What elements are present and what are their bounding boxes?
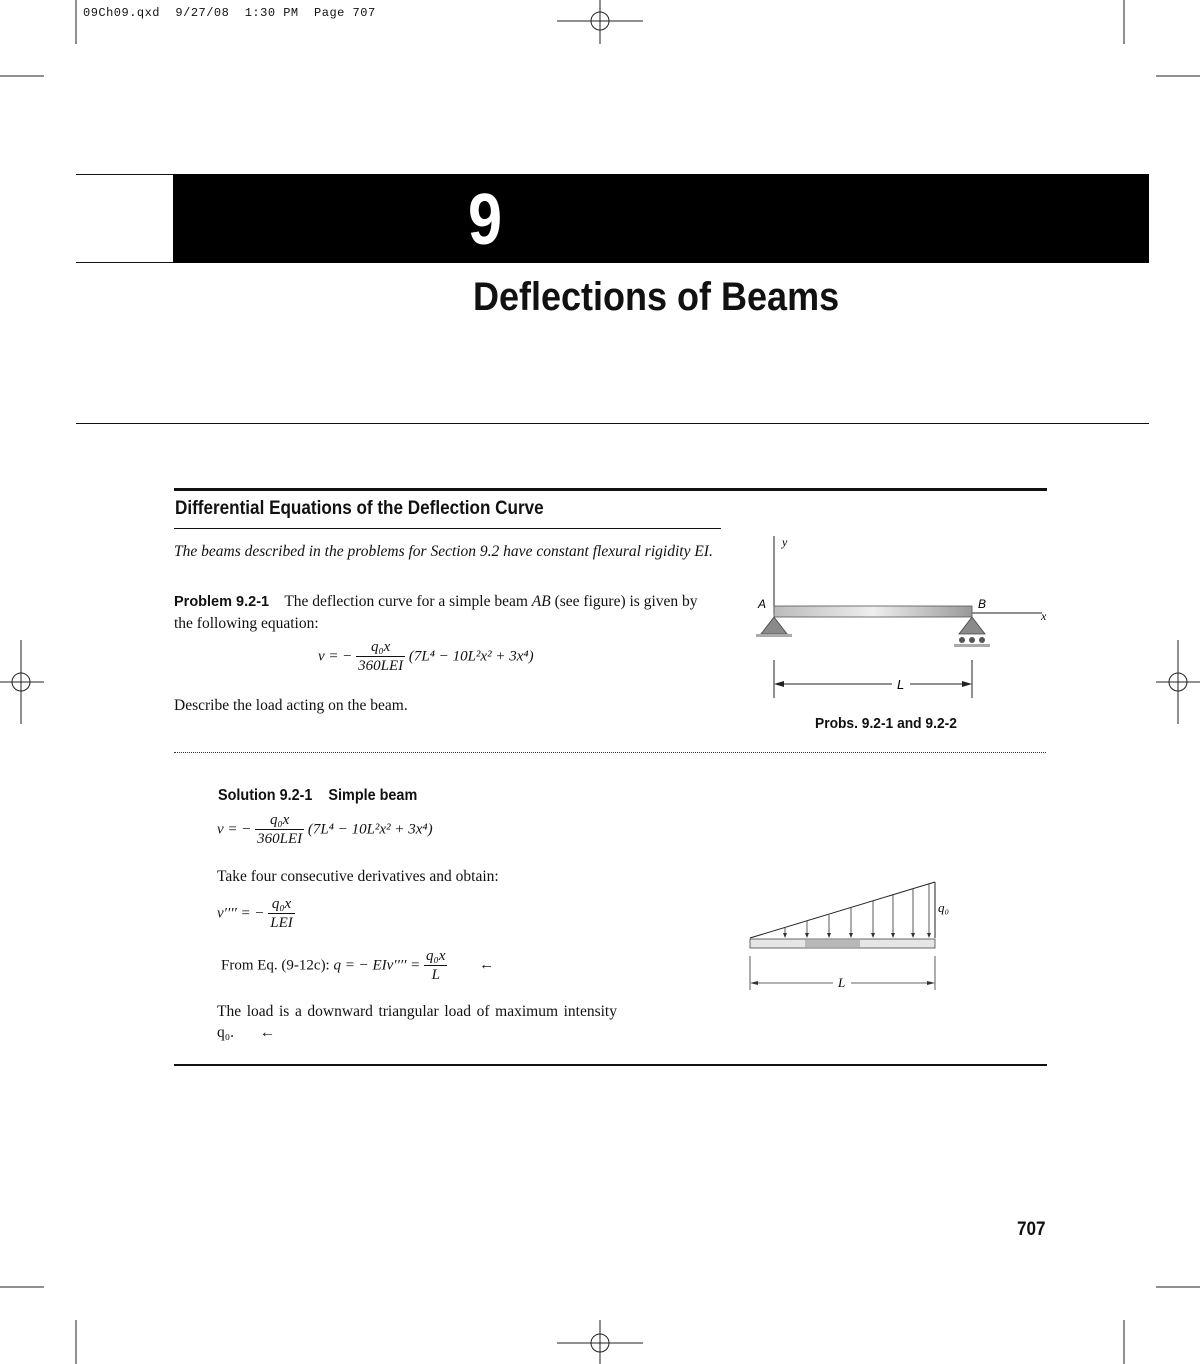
sol-eq3-numerator: q₀x (426, 948, 446, 964)
sol-dim-arrow-left (750, 981, 758, 985)
eq-numerator: q₀x (356, 639, 405, 657)
label-a: A (758, 597, 767, 611)
figure-caption: Probs. 9.2-1 and 9.2-2 (815, 715, 957, 732)
solution-title: Solution 9.2-1 Simple beam (218, 787, 418, 804)
sol-eq2-denominator: LEI (270, 915, 293, 931)
sol-eq3-mid: q = − EIv′′′′ = (333, 957, 425, 974)
section-bottom-rule (174, 1064, 1047, 1066)
eq-fraction (356, 639, 405, 675)
label-l: L (897, 677, 905, 692)
eq-lhs: v = − (318, 648, 353, 665)
ground-a (756, 634, 792, 637)
section-intro: The beams described in the problems for Section 9.2 have constant flexural rigidity EI. (174, 543, 713, 560)
roller-3 (979, 637, 985, 643)
solution-conclusion-arrow: ← (259, 1024, 276, 1041)
solution-eq2 (217, 896, 295, 932)
sol-eq3-arrow: ← (479, 957, 495, 974)
load-arrowheads (783, 933, 931, 938)
problem-question: Describe the load acting on the beam. (174, 697, 408, 714)
section-heading-underline (174, 528, 721, 529)
sol-eq1-fraction (255, 812, 304, 848)
file-slug: 09Ch09.qxd 9/27/08 1:30 PM Page 707 (83, 6, 376, 20)
ground-b (954, 644, 990, 647)
load-hypotenuse (750, 882, 935, 938)
solution-conclusion-text: The load is a downward triangular load of maximum intensity q₀. (217, 1003, 617, 1041)
sol-dim-arrow-right (927, 981, 935, 985)
problem-text-part2: (see figure) is given by the following equation: (174, 593, 698, 632)
solution-conclusion (217, 1001, 617, 1043)
sol-eq3-prefix: From Eq. (9-12c): (221, 957, 334, 974)
beam-shading (805, 940, 860, 947)
load-arrows (785, 884, 929, 936)
label-y: y (782, 535, 788, 549)
chapter-divider (76, 423, 1149, 424)
sol-eq3-fraction (424, 948, 447, 984)
dim-arrow-left (774, 681, 784, 687)
chapter-title: Deflections of Beams (473, 275, 840, 319)
eq-denominator: 360LEI (358, 658, 404, 674)
problem-statement (174, 591, 714, 634)
solution-eq3 (221, 948, 494, 984)
sol-eq1-numerator: q₀x (255, 812, 304, 830)
sol-eq2-fraction (268, 896, 295, 932)
roller-2 (969, 637, 975, 643)
eq-rest: (7L⁴ − 10L²x² + 3x⁴) (408, 648, 534, 665)
beam-ab (774, 606, 972, 617)
chapter-rule-left (76, 174, 173, 175)
problem-equation (318, 639, 534, 675)
triangular-load-figure (745, 876, 975, 996)
problem-solution-separator (174, 752, 1046, 753)
problem-text-part1: The deflection curve for a simple beam (284, 593, 532, 610)
sol-eq1-lhs: v = − (217, 821, 252, 838)
solution-step-text: Take four consecutive derivatives and obtain: (217, 868, 499, 885)
label-x: x (1041, 609, 1047, 623)
simple-beam-figure (752, 530, 1052, 705)
problem-label: Problem 9.2-1 (174, 594, 270, 610)
problem-text-ab: AB (531, 593, 551, 610)
sol-eq1-rest: (7L⁴ − 10L²x² + 3x⁴) (307, 821, 433, 838)
roller-1 (959, 637, 965, 643)
sol-eq2-numerator: q₀x (268, 896, 295, 914)
sol-eq3-denominator: L (431, 967, 440, 983)
label-b: B (978, 597, 987, 611)
roller-support-b (959, 617, 985, 634)
dim-arrow-right (962, 681, 972, 687)
sol-eq1-denominator: 360LEI (257, 831, 303, 847)
pin-support-a (761, 617, 787, 634)
sol-label-l: L (838, 975, 846, 990)
section-heading: Differential Equations of the Deflection Curve (175, 498, 544, 519)
chapter-band (173, 174, 1149, 263)
chapter-rule-left-bottom (76, 262, 173, 263)
sol-eq2-lhs: v′′′′ = − (217, 905, 265, 922)
label-q0: q₀ (938, 900, 950, 915)
chapter-number: 9 (468, 180, 503, 260)
section-top-rule (174, 488, 1047, 491)
page-number: 707 (1017, 1219, 1046, 1240)
solution-eq1 (217, 812, 433, 848)
